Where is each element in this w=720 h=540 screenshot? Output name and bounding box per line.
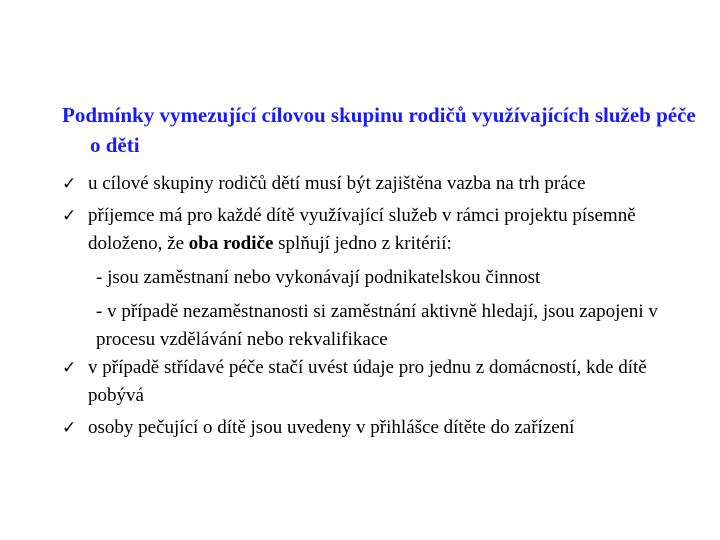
bullet-text: u cílové skupiny rodičů dětí musí být zajištěna vazba na trh práce	[88, 173, 586, 194]
check-icon: ✓	[62, 206, 77, 226]
sub-item-text: - jsou zaměstnaní nebo vykonávají podnikatelskou činnost	[96, 267, 541, 288]
check-icon: ✓	[62, 358, 77, 378]
check-icon: ✓	[62, 418, 77, 438]
sub-item-text: - v případě nezaměstnanosti si zaměstnání aktivně hledají, jsou zapojeni v procesu vzdělávání nebo rekvalifikace	[96, 301, 658, 350]
slide-title: Podmínky vymezující cílovou skupinu rodičů využívajících služeb péče o děti	[62, 103, 696, 157]
sub-item-2	[62, 298, 682, 354]
bullet-list	[62, 170, 682, 442]
bullet-text-before: příjemce má pro každé dítě využívající služeb v rámci projektu písemně doloženo, že	[88, 205, 636, 254]
bullet-text-bold: oba rodiče	[188, 233, 274, 254]
bullet-text: osoby pečující o dítě jsou uvedeny v přihlášce dítěte do zařízení	[88, 417, 575, 438]
bullet-item-1	[62, 170, 682, 198]
bullet-text: v případě střídavé péče stačí uvést údaje pro jednu z domácností, kde dítě pobývá	[88, 357, 647, 406]
check-icon: ✓	[62, 174, 77, 194]
bullet-text-after: splňují jedno z kritérií:	[273, 233, 452, 254]
bullet-item-3	[62, 354, 682, 410]
bullet-item-4	[62, 414, 682, 442]
bullet-item-2	[62, 202, 682, 258]
sub-item-1	[62, 264, 682, 292]
